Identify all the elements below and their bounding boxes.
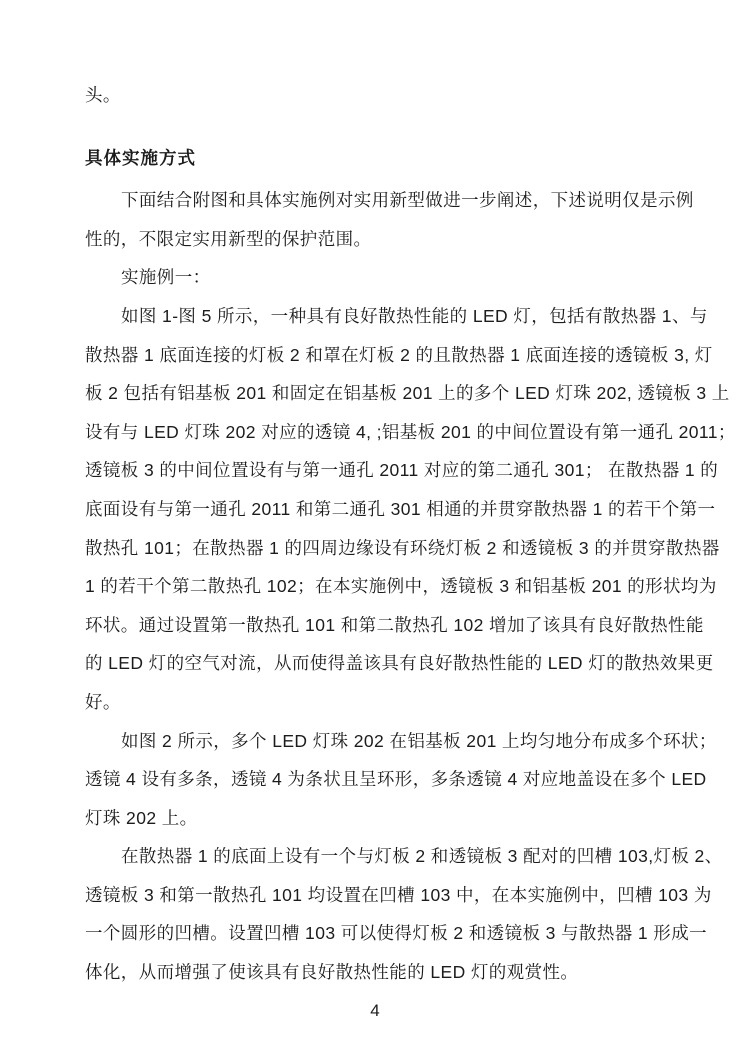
text-line: 1 的若干个第二散热孔 102；在本实施例中，透镜板 3 和铝基板 201 的形状均为: [85, 576, 717, 597]
section-heading: 具体实施方式: [85, 147, 196, 168]
text-line: 实施例一：: [121, 267, 211, 288]
text-line: 透镜板 3 和第一散热孔 101 均设置在凹槽 103 中，在本实施例中，凹槽 103 为: [85, 884, 712, 905]
text-line: 底面设有与第一通孔 2011 和第二通孔 301 相通的并贯穿散热器 1 的若干个第一: [85, 498, 716, 519]
text-line: 灯珠 202 上。: [85, 807, 198, 828]
text-line: 板 2 包括有铝基板 201 和固定在铝基板 201 上的多个 LED 灯珠 202, 透镜板 3 上: [85, 383, 730, 404]
text-line: 设有与 LED 灯珠 202 对应的透镜 4, ;铝基板 201 的中间位置设有第一通孔 2011；: [85, 421, 736, 442]
text-line: 好。: [85, 691, 121, 712]
text-line: 环状。通过设置第一散热孔 101 和第二散热孔 102 增加了该具有良好散热性能: [85, 614, 704, 635]
page-number: 4: [370, 1000, 380, 1020]
text-line: 透镜 4 设有多条，透镜 4 为条状且呈环形，多条透镜 4 对应地盖设在多个 LED: [85, 769, 707, 790]
text-line: 散热器 1 底面连接的灯板 2 和罩在灯板 2 的且散热器 1 底面连接的透镜板 3, 灯: [85, 344, 713, 365]
text-line: 性的，不限定实用新型的保护范围。: [85, 228, 372, 249]
text-line: 一个圆形的凹槽。设置凹槽 103 可以使得灯板 2 和透镜板 3 与散热器 1 形成一: [85, 923, 707, 944]
text-line: 的 LED 灯的空气对流，从而使得盖该具有良好散热性能的 LED 灯的散热效果更: [85, 653, 714, 674]
text-line: 散热孔 101；在散热器 1 的四周边缘设有环绕灯板 2 和透镜板 3 的并贯穿散热器: [85, 537, 720, 558]
text-line: 下面结合附图和具体实施例对实用新型做进一步阐述，下述说明仅是示例: [121, 190, 694, 211]
text-line: 头。: [85, 85, 121, 105]
text-line: 如图 2 所示，多个 LED 灯珠 202 在铝基板 201 上均匀地分布成多个环状；: [121, 730, 717, 751]
text-line: 透镜板 3 的中间位置设有与第一通孔 2011 对应的第二通孔 301； 在散热器 1 的: [85, 460, 719, 481]
text-line: 体化，从而增强了使该具有良好散热性能的 LED 灯的观赏性。: [85, 962, 579, 983]
text-line: 在散热器 1 的底面上设有一个与灯板 2 和透镜板 3 配对的凹槽 103,灯板 2、: [121, 846, 723, 867]
text-line: 如图 1-图 5 所示，一种具有良好散热性能的 LED 灯，包括有散热器 1、与: [121, 305, 708, 326]
